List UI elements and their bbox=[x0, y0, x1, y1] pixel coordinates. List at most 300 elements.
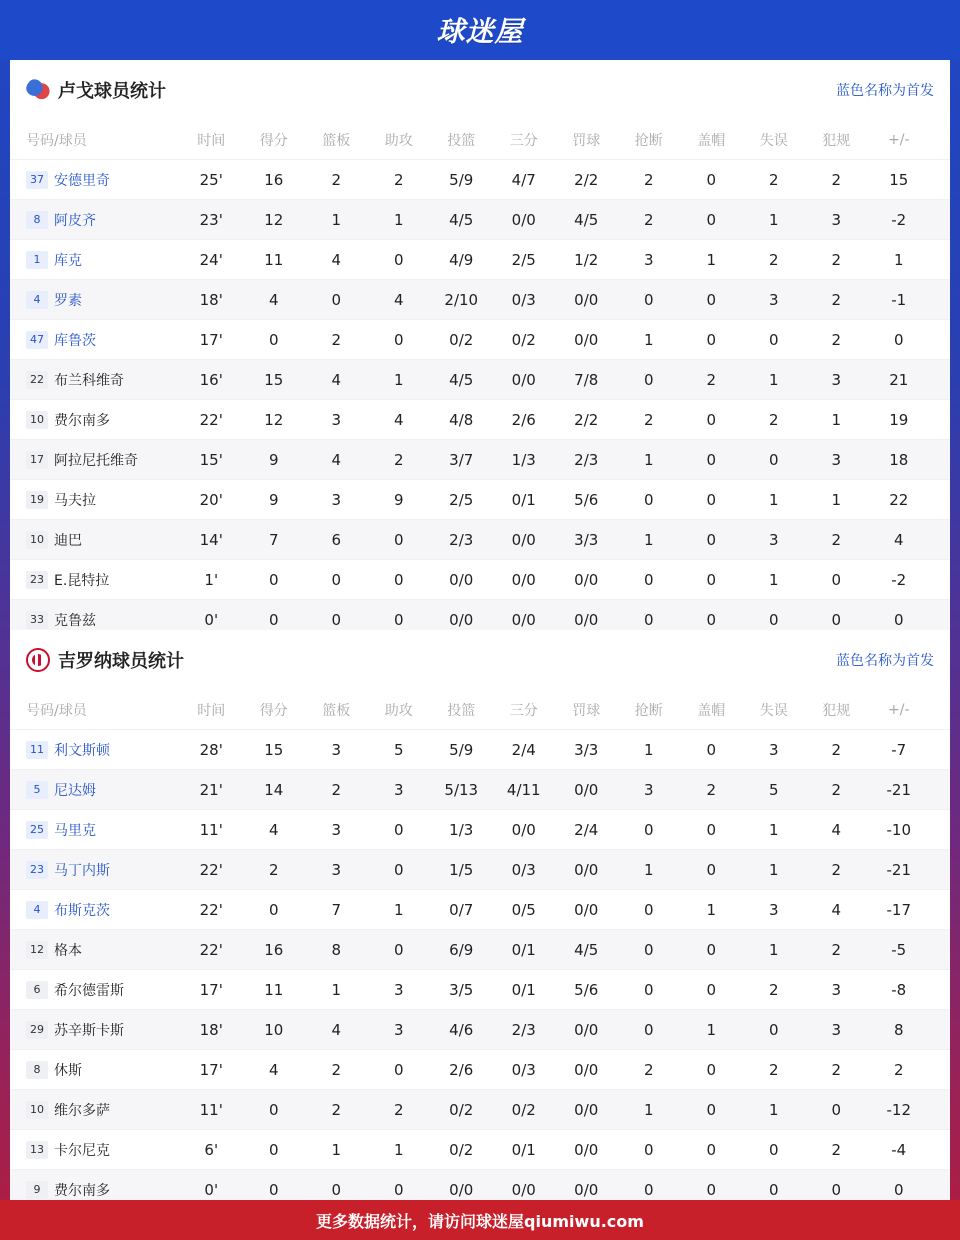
player-name[interactable]: 维尔多萨 bbox=[54, 1102, 110, 1119]
stat-cell: 0 bbox=[393, 860, 404, 879]
stat-cell: -1 bbox=[891, 290, 907, 309]
stat-cell: 0 bbox=[706, 210, 717, 229]
jersey-number: 13 bbox=[26, 1141, 48, 1159]
stat-cell: 4 bbox=[268, 1060, 279, 1079]
stat-cell: 9 bbox=[268, 450, 279, 469]
stat-cell: 5/6 bbox=[574, 980, 599, 999]
player-row[interactable] bbox=[10, 560, 950, 600]
stat-cell: -12 bbox=[886, 1100, 911, 1119]
stat-cell: 0/0 bbox=[574, 1180, 599, 1199]
stat-cell: 1 bbox=[643, 740, 654, 759]
player-row[interactable] bbox=[10, 1050, 950, 1090]
stat-cell: 11' bbox=[199, 820, 223, 839]
stat-cell: 0 bbox=[831, 610, 842, 629]
stat-cell: 2 bbox=[831, 170, 842, 189]
stat-cell: 0/1 bbox=[511, 940, 536, 959]
stat-cell: 1 bbox=[768, 370, 779, 389]
column-header: +/- bbox=[888, 131, 910, 148]
stat-cell: 0 bbox=[706, 820, 717, 839]
stat-cell: 1 bbox=[393, 900, 404, 919]
stat-cell: 0 bbox=[331, 610, 342, 629]
stat-cell: 4 bbox=[393, 410, 404, 429]
stat-cell: 0 bbox=[768, 1140, 779, 1159]
stat-cell: 8 bbox=[331, 940, 342, 959]
player-name[interactable]: 库鲁茨 bbox=[54, 332, 96, 349]
stat-cell: 19 bbox=[889, 410, 909, 429]
player-row[interactable] bbox=[10, 850, 950, 890]
stat-cell: 2/3 bbox=[449, 530, 474, 549]
stat-cell: 0 bbox=[893, 1180, 904, 1199]
player-name[interactable]: 布兰科维奇 bbox=[54, 372, 124, 389]
stat-cell: 4 bbox=[831, 820, 842, 839]
stat-cell: 0 bbox=[268, 330, 279, 349]
column-header: 抢断 bbox=[634, 702, 663, 719]
player-row[interactable] bbox=[10, 970, 950, 1010]
stat-cell: 0 bbox=[643, 1020, 654, 1039]
column-header: 投篮 bbox=[447, 132, 476, 149]
player-row[interactable] bbox=[10, 160, 950, 200]
stat-cell: 0/0 bbox=[574, 900, 599, 919]
stat-cell: 0 bbox=[706, 1100, 717, 1119]
stat-cell: 4/9 bbox=[449, 250, 474, 269]
stat-cell: 0 bbox=[393, 940, 404, 959]
stat-cell: 2 bbox=[831, 290, 842, 309]
column-header: 犯规 bbox=[822, 132, 851, 149]
stat-cell: 1 bbox=[706, 1020, 717, 1039]
stat-cell: 3 bbox=[393, 780, 404, 799]
stat-cell: 0/0 bbox=[449, 1180, 474, 1199]
footer-link-text[interactable]: 更多数据统计，请访问球迷屋qiumiwu.com bbox=[316, 1211, 644, 1231]
stat-cell: 0 bbox=[393, 330, 404, 349]
stat-cell: 0/2 bbox=[511, 1100, 536, 1119]
player-cell bbox=[10, 530, 180, 550]
stat-cell: 1 bbox=[393, 1140, 404, 1159]
stat-cell: 1/2 bbox=[574, 250, 599, 269]
stat-cell: 0 bbox=[706, 330, 717, 349]
stat-cell: 0 bbox=[706, 570, 717, 589]
starter-note: 蓝色名称为首发 bbox=[836, 653, 934, 669]
stat-cell: 1 bbox=[643, 530, 654, 549]
stat-cell: 3 bbox=[331, 490, 342, 509]
stat-cell: 18' bbox=[199, 290, 223, 309]
player-cell bbox=[10, 900, 180, 920]
stat-cell: 4 bbox=[268, 820, 279, 839]
stat-cell: 0/0 bbox=[511, 370, 536, 389]
stat-cell: 4 bbox=[831, 900, 842, 919]
player-cell bbox=[10, 170, 180, 190]
column-header: 篮板 bbox=[322, 132, 351, 149]
stat-cell: 1 bbox=[768, 210, 779, 229]
stat-cell: 0 bbox=[768, 450, 779, 469]
team-title: 吉罗纳球员统计 bbox=[58, 651, 184, 672]
column-header: 盖帽 bbox=[697, 702, 726, 719]
player-name[interactable]: 阿拉尼托维奇 bbox=[54, 452, 138, 469]
stat-cell: 1 bbox=[643, 1100, 654, 1119]
player-name[interactable]: 阿皮齐 bbox=[54, 212, 96, 229]
player-name[interactable]: 费尔南多 bbox=[54, 1182, 110, 1199]
stat-cell: 4 bbox=[331, 370, 342, 389]
stat-cell: 2 bbox=[331, 170, 342, 189]
stat-cell: 1 bbox=[393, 210, 404, 229]
player-row[interactable] bbox=[10, 1010, 950, 1050]
stat-cell: 3 bbox=[831, 980, 842, 999]
column-header: +/- bbox=[888, 701, 910, 718]
stat-cell: 2/3 bbox=[511, 1020, 536, 1039]
stat-cell: 2 bbox=[331, 330, 342, 349]
player-name[interactable]: 马夫拉 bbox=[54, 492, 96, 509]
stat-cell: 3 bbox=[831, 1020, 842, 1039]
stat-cell: 0 bbox=[393, 250, 404, 269]
stat-cell: 0/2 bbox=[511, 330, 536, 349]
player-row[interactable] bbox=[10, 360, 950, 400]
player-cell bbox=[10, 980, 180, 1000]
stat-cell: 1/3 bbox=[449, 820, 474, 839]
stat-cell: 7/8 bbox=[574, 370, 599, 389]
stat-cell: 0 bbox=[768, 330, 779, 349]
stat-cell: 23' bbox=[199, 210, 223, 229]
jersey-number: 5 bbox=[26, 781, 48, 799]
stat-cell: 1/5 bbox=[449, 860, 474, 879]
player-cell bbox=[10, 410, 180, 430]
stat-cell: 0 bbox=[643, 1180, 654, 1199]
player-cell bbox=[10, 1100, 180, 1120]
jersey-number: 10 bbox=[26, 531, 48, 549]
stat-cell: 2 bbox=[831, 330, 842, 349]
stat-cell: 4 bbox=[893, 530, 904, 549]
stat-cell: 0/2 bbox=[449, 330, 474, 349]
player-name[interactable]: 罗素 bbox=[54, 292, 82, 309]
stat-cell: 0' bbox=[204, 1180, 219, 1199]
stat-cell: 0 bbox=[393, 570, 404, 589]
stat-cell: 3 bbox=[831, 450, 842, 469]
team-stats-card bbox=[10, 630, 950, 1200]
stat-cell: 6' bbox=[204, 1140, 219, 1159]
stat-cell: 0/0 bbox=[449, 610, 474, 629]
player-cell bbox=[10, 1060, 180, 1080]
stat-cell: 3 bbox=[768, 900, 779, 919]
stat-cell: 0 bbox=[268, 1140, 279, 1159]
player-cell bbox=[10, 740, 180, 760]
stat-cell: 0/0 bbox=[574, 330, 599, 349]
stat-cell: 0 bbox=[643, 980, 654, 999]
player-row[interactable] bbox=[10, 480, 950, 520]
stat-cell: -21 bbox=[886, 780, 911, 799]
player-row[interactable] bbox=[10, 320, 950, 360]
stat-cell: 11 bbox=[264, 250, 284, 269]
stat-cell: 20' bbox=[199, 490, 223, 509]
column-header: 得分 bbox=[259, 702, 288, 719]
stat-cell: 0 bbox=[643, 570, 654, 589]
player-name[interactable]: 希尔德雷斯 bbox=[54, 982, 124, 999]
stat-cell: 1 bbox=[768, 860, 779, 879]
stat-cell: 6 bbox=[331, 530, 342, 549]
stat-cell: -4 bbox=[891, 1140, 907, 1159]
player-cell bbox=[10, 370, 180, 390]
stat-cell: 4 bbox=[268, 290, 279, 309]
player-name[interactable]: 休斯 bbox=[54, 1062, 82, 1079]
stat-cell: 2/4 bbox=[574, 820, 599, 839]
stat-cell: 2/2 bbox=[574, 170, 599, 189]
stat-cell: 0/0 bbox=[574, 1140, 599, 1159]
stat-cell: 0 bbox=[643, 490, 654, 509]
stat-cell: 17' bbox=[199, 1060, 223, 1079]
stat-cell: 0/1 bbox=[511, 490, 536, 509]
stat-cell: 2 bbox=[393, 1100, 404, 1119]
stat-cell: 1 bbox=[893, 250, 904, 269]
stat-cell: 2/4 bbox=[511, 740, 536, 759]
team-header bbox=[10, 60, 950, 120]
stat-cell: -5 bbox=[891, 940, 907, 959]
column-header: 时间 bbox=[197, 132, 226, 149]
jersey-number: 8 bbox=[26, 211, 48, 229]
stat-cell: 17' bbox=[199, 330, 223, 349]
player-row[interactable] bbox=[10, 240, 950, 280]
stat-cell: 5/9 bbox=[449, 740, 474, 759]
player-row[interactable] bbox=[10, 200, 950, 240]
stat-cell: 0 bbox=[706, 490, 717, 509]
stat-cell: 21' bbox=[199, 780, 223, 799]
stat-cell: 5/9 bbox=[449, 170, 474, 189]
stat-cell: 0/0 bbox=[511, 210, 536, 229]
player-name[interactable]: 格本 bbox=[54, 942, 82, 959]
stat-cell: 25' bbox=[199, 170, 223, 189]
jersey-number: 6 bbox=[26, 981, 48, 999]
stat-cell: 15 bbox=[264, 370, 284, 389]
player-name[interactable]: E.昆特拉 bbox=[54, 572, 110, 589]
stat-cell: 0/0 bbox=[574, 570, 599, 589]
column-header: 时间 bbox=[197, 702, 226, 719]
column-header: 罚球 bbox=[572, 132, 601, 149]
player-cell bbox=[10, 290, 180, 310]
team-header bbox=[10, 630, 950, 690]
player-name[interactable]: 布斯克茨 bbox=[54, 902, 110, 919]
stat-cell: 0/2 bbox=[449, 1140, 474, 1159]
player-row[interactable] bbox=[10, 890, 950, 930]
stat-cell: 0/0 bbox=[449, 570, 474, 589]
stat-cell: 22' bbox=[199, 900, 223, 919]
stat-cell: 2 bbox=[706, 780, 717, 799]
player-cell bbox=[10, 330, 180, 350]
stat-cell: 10 bbox=[264, 1020, 284, 1039]
stat-cell: 5/13 bbox=[444, 780, 479, 799]
stat-cell: 4/11 bbox=[506, 780, 541, 799]
player-cell bbox=[10, 210, 180, 230]
stat-cell: 3 bbox=[393, 980, 404, 999]
stat-cell: 6/9 bbox=[449, 940, 474, 959]
player-row[interactable] bbox=[10, 810, 950, 850]
stat-cell: 0 bbox=[706, 170, 717, 189]
stat-cell: 1 bbox=[706, 900, 717, 919]
stat-cell: 0 bbox=[643, 900, 654, 919]
stat-cell: 2 bbox=[768, 1060, 779, 1079]
stat-cell: 3 bbox=[643, 250, 654, 269]
stat-cell: 2 bbox=[643, 1060, 654, 1079]
jersey-number: 19 bbox=[26, 491, 48, 509]
stat-cell: 0/0 bbox=[511, 530, 536, 549]
player-cell bbox=[10, 250, 180, 270]
stat-cell: 0/1 bbox=[511, 1140, 536, 1159]
player-cell bbox=[10, 1140, 180, 1160]
stat-cell: 0/0 bbox=[511, 1180, 536, 1199]
column-header: 罚球 bbox=[572, 702, 601, 719]
stat-cell: 2 bbox=[831, 940, 842, 959]
stat-cell: 1 bbox=[768, 940, 779, 959]
stat-cell: 9 bbox=[393, 490, 404, 509]
stat-cell: 0 bbox=[268, 1180, 279, 1199]
stat-cell: 1 bbox=[768, 490, 779, 509]
player-cell bbox=[10, 450, 180, 470]
column-header: 投篮 bbox=[447, 702, 476, 719]
stat-cell: 0 bbox=[831, 1100, 842, 1119]
stat-cell: 1 bbox=[768, 820, 779, 839]
stat-cell: 0 bbox=[768, 610, 779, 629]
player-name[interactable]: 苏辛斯卡斯 bbox=[54, 1022, 124, 1039]
column-header: 犯规 bbox=[822, 702, 851, 719]
stat-cell: 1 bbox=[768, 1100, 779, 1119]
player-cell bbox=[10, 820, 180, 840]
stat-cell: 2 bbox=[331, 780, 342, 799]
stat-cell: 3/3 bbox=[574, 740, 599, 759]
stat-cell: 1 bbox=[643, 450, 654, 469]
stat-cell: 4/5 bbox=[574, 940, 599, 959]
jersey-number: 9 bbox=[26, 1181, 48, 1199]
stat-cell: -2 bbox=[891, 570, 907, 589]
column-header: 助攻 bbox=[384, 702, 413, 719]
stat-cell: 2/3 bbox=[574, 450, 599, 469]
player-row[interactable] bbox=[10, 1130, 950, 1170]
stat-cell: 2 bbox=[831, 1140, 842, 1159]
stat-cell: 0/0 bbox=[574, 290, 599, 309]
stat-cell: 2/10 bbox=[444, 290, 479, 309]
stat-cell: 0/7 bbox=[449, 900, 474, 919]
stat-cell: 2 bbox=[768, 170, 779, 189]
stat-cell: 0/3 bbox=[511, 1060, 536, 1079]
stat-cell: 0 bbox=[268, 570, 279, 589]
stat-cell: 4 bbox=[331, 250, 342, 269]
stat-cell: 15' bbox=[199, 450, 223, 469]
stat-cell: 0 bbox=[831, 1180, 842, 1199]
player-cell bbox=[10, 490, 180, 510]
stat-cell: 0 bbox=[768, 1180, 779, 1199]
stat-cell: 16' bbox=[199, 370, 223, 389]
stat-cell: 0 bbox=[268, 1100, 279, 1119]
stat-cell: 0 bbox=[643, 940, 654, 959]
stat-cell: 14 bbox=[264, 780, 284, 799]
app-header bbox=[0, 0, 960, 60]
stat-cell: -8 bbox=[891, 980, 907, 999]
stat-cell: 3/7 bbox=[449, 450, 474, 469]
stat-cell: 0 bbox=[706, 1180, 717, 1199]
player-name[interactable]: 安德里奇 bbox=[54, 172, 110, 189]
player-cell bbox=[10, 860, 180, 880]
player-name[interactable]: 利文斯顿 bbox=[54, 742, 110, 759]
footer-banner[interactable] bbox=[0, 1200, 960, 1240]
stat-cell: 2 bbox=[831, 860, 842, 879]
stat-cell: 0 bbox=[393, 1180, 404, 1199]
stat-cell: 0 bbox=[706, 740, 717, 759]
stat-cell: 2/6 bbox=[511, 410, 536, 429]
jersey-number: 33 bbox=[26, 611, 48, 629]
player-row[interactable] bbox=[10, 770, 950, 810]
stat-cell: 4 bbox=[331, 450, 342, 469]
stat-cell: 0 bbox=[893, 610, 904, 629]
jersey-number: 10 bbox=[26, 1101, 48, 1119]
stat-cell: 11 bbox=[264, 980, 284, 999]
player-name[interactable]: 尼达姆 bbox=[54, 782, 96, 799]
stat-cell: -21 bbox=[886, 860, 911, 879]
stat-cell: 21 bbox=[889, 370, 909, 389]
jersey-number: 47 bbox=[26, 331, 48, 349]
stat-cell: 0 bbox=[831, 570, 842, 589]
player-cell bbox=[10, 1020, 180, 1040]
stat-cell: 3 bbox=[331, 820, 342, 839]
player-row[interactable] bbox=[10, 520, 950, 560]
player-row[interactable] bbox=[10, 1090, 950, 1130]
stat-cell: 2 bbox=[268, 860, 279, 879]
stat-cell: 4/6 bbox=[449, 1020, 474, 1039]
stat-cell: 2 bbox=[768, 410, 779, 429]
player-row[interactable] bbox=[10, 930, 950, 970]
stat-cell: 0 bbox=[331, 570, 342, 589]
table-header-row bbox=[10, 120, 950, 160]
player-row[interactable] bbox=[10, 400, 950, 440]
stat-cell: 0 bbox=[706, 1060, 717, 1079]
lugo-team-logo-icon bbox=[26, 78, 50, 102]
player-row[interactable] bbox=[10, 730, 950, 770]
stat-cell: 0 bbox=[643, 610, 654, 629]
stat-cell: 0 bbox=[393, 610, 404, 629]
stat-cell: 2 bbox=[331, 1100, 342, 1119]
stat-cell: 0 bbox=[893, 330, 904, 349]
stat-cell: 0/0 bbox=[574, 860, 599, 879]
stat-cell: 0 bbox=[643, 370, 654, 389]
stat-cell: 2/5 bbox=[449, 490, 474, 509]
stat-cell: 0/0 bbox=[574, 1100, 599, 1119]
player-name[interactable]: 卡尔尼克 bbox=[54, 1142, 110, 1159]
jersey-number: 17 bbox=[26, 451, 48, 469]
player-name[interactable]: 库克 bbox=[54, 252, 82, 269]
stat-cell: 12 bbox=[264, 410, 284, 429]
player-name[interactable]: 马里克 bbox=[54, 822, 96, 839]
stat-cell: 3 bbox=[768, 740, 779, 759]
stat-cell: 28' bbox=[199, 740, 223, 759]
stat-cell: 0 bbox=[643, 820, 654, 839]
stat-cell: 4 bbox=[331, 1020, 342, 1039]
stat-cell: 16 bbox=[264, 940, 284, 959]
player-name[interactable]: 马丁内斯 bbox=[54, 862, 110, 879]
player-row[interactable] bbox=[10, 280, 950, 320]
stat-cell: 2/5 bbox=[511, 250, 536, 269]
stat-cell: 7 bbox=[268, 530, 279, 549]
stat-cell: 1 bbox=[831, 410, 842, 429]
player-name[interactable]: 克鲁兹 bbox=[54, 612, 96, 629]
stat-cell: 2 bbox=[643, 170, 654, 189]
stat-cell: 0 bbox=[706, 1140, 717, 1159]
stat-cell: 3 bbox=[831, 210, 842, 229]
stat-cell: 2 bbox=[768, 980, 779, 999]
column-header: 得分 bbox=[259, 132, 288, 149]
column-header: 抢断 bbox=[634, 132, 663, 149]
stat-cell: 2 bbox=[768, 250, 779, 269]
player-name[interactable]: 费尔南多 bbox=[54, 412, 110, 429]
player-name[interactable]: 迪巴 bbox=[54, 532, 82, 549]
player-row[interactable] bbox=[10, 440, 950, 480]
stat-cell: 2 bbox=[393, 170, 404, 189]
stat-cell: 0 bbox=[768, 1020, 779, 1039]
stat-cell: 1 bbox=[643, 330, 654, 349]
stat-cell: 3 bbox=[393, 1020, 404, 1039]
jersey-number: 1 bbox=[26, 251, 48, 269]
